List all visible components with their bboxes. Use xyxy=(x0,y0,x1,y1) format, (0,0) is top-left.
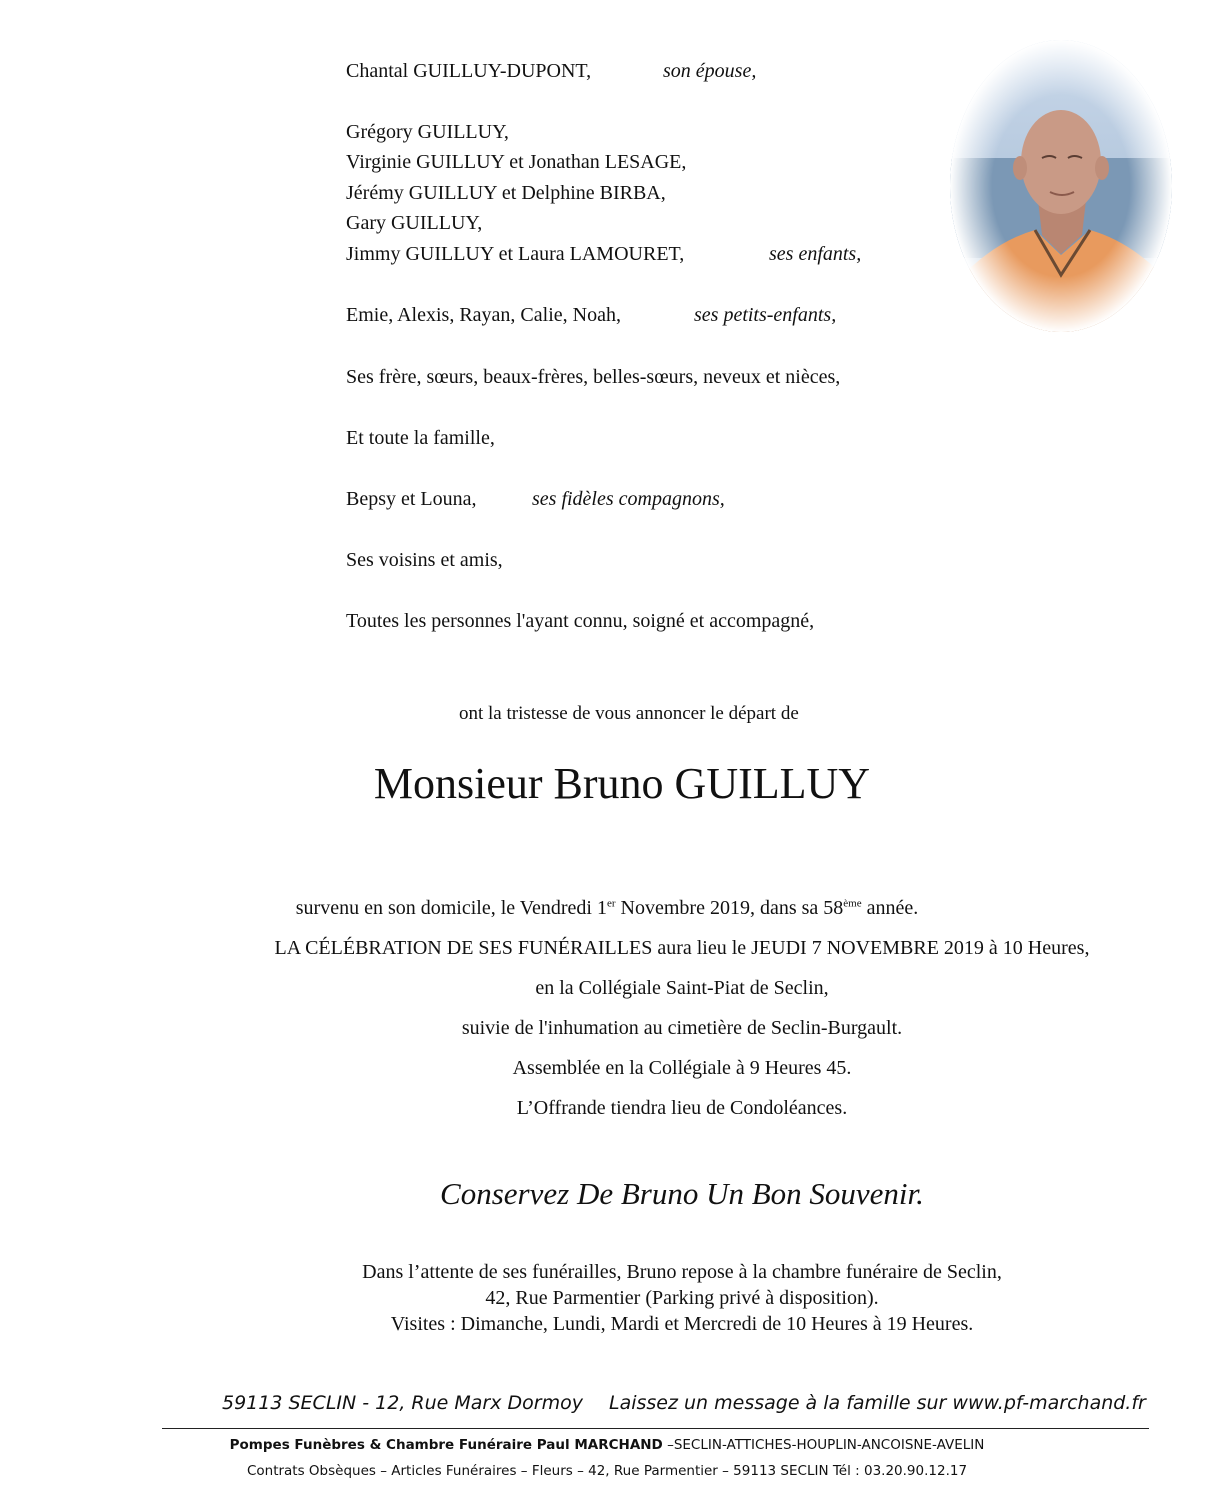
footer-address: 59113 SECLIN - 12, Rue Marx Dormoy xyxy=(222,1392,583,1414)
child-1: Grégory GUILLUY, xyxy=(346,121,509,143)
details-line-5: Assemblée en la Collégiale à 9 Heures 45. xyxy=(512,1057,852,1079)
child-2: Virginie GUILLUY et Jonathan LESAGE, xyxy=(346,151,687,173)
visitation-line-1: Dans l’attente de ses funérailles, Bruno repose à la chambre funéraire de Seclin, xyxy=(362,1261,1002,1283)
child-4: Gary GUILLUY, xyxy=(346,212,483,234)
details-line-2: LA CÉLÉBRATION DE SES FUNÉRAILLES aura lieu le JEUDI 7 NOVEMBRE 2019 à 10 Heures, xyxy=(274,937,1090,959)
announcement-intro: ont la tristesse de vous annoncer le départ de xyxy=(459,703,799,724)
footer-company-name: Pompes Funèbres & Chambre Funéraire Paul MARCHAND xyxy=(229,1437,663,1453)
footer-company xyxy=(0,1437,1214,1453)
siblings-line: Ses frère, sœurs, beaux-frères, belles-sœurs, neveux et nièces, xyxy=(346,366,841,388)
footer-message: Laissez un message à la famille sur www.pf-marchand.fr xyxy=(609,1392,1146,1414)
details-line-3: en la Collégiale Saint-Piat de Seclin, xyxy=(535,977,829,999)
visitation-line-2: 42, Rue Parmentier (Parking privé à disposition). xyxy=(485,1287,879,1309)
details-sup-1: er xyxy=(606,897,616,910)
children-role: ses enfants, xyxy=(769,243,862,265)
footer-company-locations: –SECLIN-ATTICHES-HOUPLIN-ANCOISNE-AVELIN xyxy=(662,1437,985,1453)
details-sup-2: ème xyxy=(843,897,862,910)
deceased-name: Monsieur Bruno GUILLUY xyxy=(373,759,871,808)
family-line: Et toute la famille, xyxy=(346,427,495,449)
details-line-6: L’Offrande tiendra lieu de Condoléances. xyxy=(516,1097,848,1119)
details-text-a: survenu en son domicile, le Vendredi 1 xyxy=(295,897,607,919)
pets-role: ses fidèles compagnons, xyxy=(532,488,725,510)
neighbors-line: Ses voisins et amis, xyxy=(346,549,503,571)
footer-services: Contrats Obsèques – Articles Funéraires – Fleurs – 42, Rue Parmentier – 59113 SECLIN Tél : 03.20.90.12.17 xyxy=(246,1463,968,1479)
details-text-b: Novembre 2019, dans sa 58 xyxy=(615,897,844,919)
tribute-line: Conservez De Bruno Un Bon Souvenir. xyxy=(440,1176,924,1211)
child-5: Jimmy GUILLUY et Laura LAMOURET, xyxy=(346,243,685,265)
portrait-photo xyxy=(950,40,1172,332)
grandchildren-names: Emie, Alexis, Rayan, Calie, Noah, xyxy=(346,304,621,326)
footer-divider xyxy=(162,1428,1149,1429)
grandchildren-role: ses petits-enfants, xyxy=(694,304,837,326)
spouse-line xyxy=(346,61,591,81)
portrait-icon xyxy=(950,40,1172,332)
spouse-name: Chantal GUILLUY-DUPONT, xyxy=(346,60,592,82)
child-3: Jérémy GUILLUY et Delphine BIRBA, xyxy=(346,182,666,204)
everyone-line: Toutes les personnes l'ayant connu, soigné et accompagné, xyxy=(346,610,815,632)
details-line-4: suivie de l'inhumation au cimetière de Seclin-Burgault. xyxy=(461,1017,903,1039)
details-text-c: année. xyxy=(861,897,919,919)
details-line-1 xyxy=(0,897,1214,920)
pets-names: Bepsy et Louna, xyxy=(346,488,477,510)
spouse-role: son épouse, xyxy=(663,60,757,82)
visitation-line-3: Visites : Dimanche, Lundi, Mardi et Mercredi de 10 Heures à 19 Heures. xyxy=(390,1313,974,1335)
